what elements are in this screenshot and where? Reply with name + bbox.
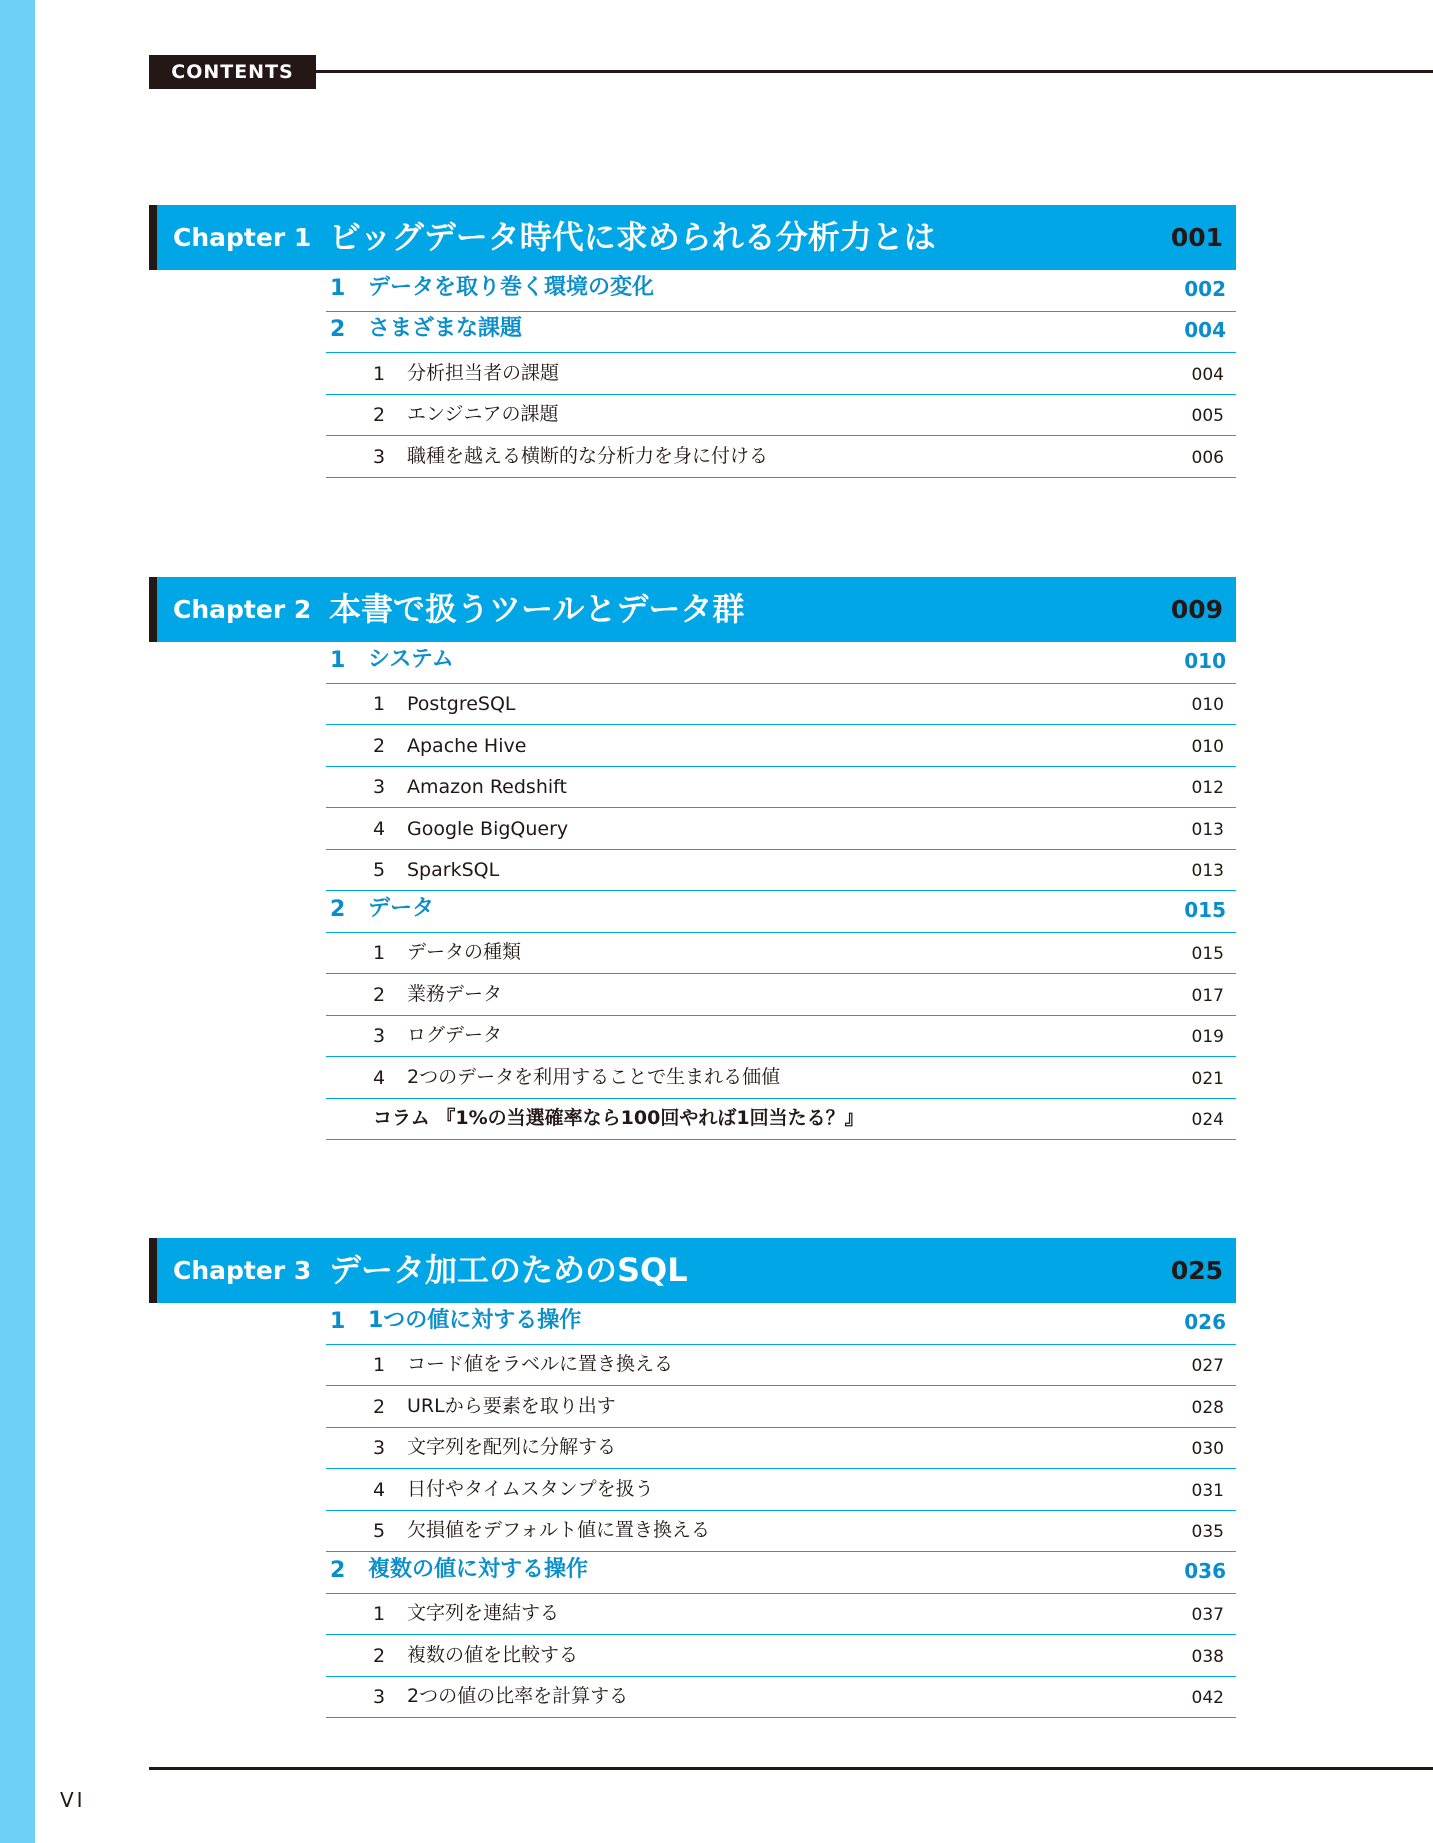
item-page: 012 — [1191, 778, 1224, 798]
section-title: 複数の値に対する操作 — [368, 1556, 589, 1582]
item-page: 042 — [1191, 1688, 1224, 1708]
item-title: Google BigQuery — [407, 817, 569, 840]
toc-item[interactable] — [326, 767, 1236, 809]
item-number: 2 — [373, 404, 386, 426]
item-page: 017 — [1191, 985, 1224, 1006]
item-title: 2つのデータを利用することで生まれる価値 — [407, 1065, 781, 1088]
toc-item[interactable] — [326, 436, 1236, 478]
item-page: 024 — [1191, 1110, 1224, 1130]
toc-item[interactable] — [326, 1594, 1236, 1636]
item-page: 019 — [1191, 1027, 1224, 1047]
item-page: 027 — [1191, 1356, 1224, 1376]
chapter-title: 本書で扱うツールとデータ群 — [329, 590, 745, 628]
toc-item[interactable] — [326, 353, 1236, 395]
item-number: 1 — [373, 1603, 386, 1625]
item-number: 2 — [373, 1644, 386, 1667]
item-number: 2 — [373, 1395, 386, 1418]
item-number: 2 — [373, 734, 386, 757]
section-title: システム — [368, 646, 454, 672]
item-title: 欠損値をデフォルト値に置き換える — [407, 1519, 711, 1541]
item-number: 1 — [373, 362, 386, 385]
item-title: 業務データ — [407, 982, 503, 1005]
item-number: 3 — [373, 445, 386, 468]
chapter-1 — [149, 205, 1236, 478]
item-number: 4 — [373, 817, 386, 840]
section-number: 2 — [330, 1557, 346, 1583]
item-page: 028 — [1191, 1397, 1224, 1418]
item-title: 複数の値を比較する — [407, 1643, 579, 1666]
section-number: 1 — [330, 647, 346, 673]
item-page: 013 — [1191, 819, 1224, 840]
chapter-2 — [149, 577, 1236, 1140]
section-page: 036 — [1184, 1558, 1226, 1583]
section-number: 2 — [330, 317, 346, 342]
item-title: 職種を越える横断的な分析力を身に付ける — [407, 444, 769, 467]
item-title: Apache Hive — [407, 734, 527, 757]
section-number: 1 — [330, 275, 346, 301]
section-title: データ — [368, 895, 435, 921]
page-folio: VI — [60, 1788, 86, 1812]
toc-item[interactable] — [326, 974, 1236, 1016]
toc-list — [326, 270, 1236, 478]
section-page: 010 — [1184, 648, 1226, 673]
chapter-page: 001 — [1170, 223, 1223, 252]
item-page: 030 — [1191, 1439, 1224, 1459]
toc-section[interactable] — [326, 1552, 1236, 1594]
toc-list — [326, 642, 1236, 1140]
section-number: 1 — [330, 1308, 346, 1334]
item-page: 021 — [1191, 1068, 1224, 1089]
toc-section[interactable] — [326, 642, 1236, 684]
item-number: 1 — [373, 942, 386, 964]
chapter-header[interactable] — [149, 577, 1236, 642]
item-title: データの種類 — [407, 941, 522, 963]
item-page: 038 — [1191, 1646, 1224, 1667]
toc-item[interactable] — [326, 1057, 1236, 1099]
item-page: 006 — [1191, 447, 1224, 468]
item-number: 3 — [373, 1025, 386, 1047]
item-number: 1 — [373, 1354, 386, 1376]
item-title: 分析担当者の課題 — [407, 361, 560, 384]
item-number: 4 — [373, 1066, 386, 1089]
section-page: 026 — [1184, 1309, 1226, 1334]
section-title: データを取り巻く環境の変化 — [368, 274, 655, 300]
header-rule — [316, 70, 1433, 73]
item-title: 文字列を配列に分解する — [407, 1436, 617, 1458]
item-page: 010 — [1191, 736, 1224, 757]
item-title: 2つの値の比率を計算する — [407, 1685, 629, 1707]
item-number: 3 — [373, 1437, 386, 1459]
section-page: 004 — [1184, 318, 1226, 342]
item-number: 4 — [373, 1478, 386, 1501]
toc-item[interactable] — [326, 1635, 1236, 1677]
toc-item[interactable] — [326, 850, 1236, 892]
toc-item[interactable] — [326, 1677, 1236, 1719]
toc-item[interactable] — [326, 1016, 1236, 1058]
toc-item[interactable] — [326, 725, 1236, 767]
item-title: PostgreSQL — [407, 693, 516, 715]
toc-item[interactable] — [326, 1386, 1236, 1428]
chapter-3 — [149, 1238, 1236, 1718]
item-title: 日付やタイムスタンプを扱う — [407, 1477, 654, 1500]
chapter-page: 025 — [1170, 1256, 1223, 1285]
chapter-label: Chapter 3 — [173, 1256, 312, 1285]
toc-item[interactable] — [326, 1469, 1236, 1511]
column-title: コラム 『1%の当選確率なら100回やれば1回当たる？』 — [373, 1107, 864, 1129]
section-title: さまざまな課題 — [368, 316, 523, 341]
item-page: 004 — [1191, 364, 1224, 385]
toc-item[interactable] — [326, 1428, 1236, 1470]
toc-list — [326, 1303, 1236, 1718]
item-title: URLから要素を取り出す — [407, 1394, 616, 1417]
toc-item[interactable] — [326, 395, 1236, 437]
toc-section[interactable] — [326, 891, 1236, 933]
item-number: 1 — [373, 693, 386, 715]
item-number: 3 — [373, 1686, 386, 1708]
toc-item[interactable] — [326, 1345, 1236, 1387]
item-page: 031 — [1191, 1480, 1224, 1501]
item-number: 3 — [373, 776, 386, 798]
item-title: 文字列を連結する — [407, 1602, 560, 1624]
chapter-header[interactable] — [149, 205, 1236, 270]
chapter-label: Chapter 1 — [173, 223, 312, 252]
toc-column-item[interactable] — [326, 1099, 1236, 1141]
side-color-bar — [0, 0, 35, 1843]
chapter-title: データ加工のためのSQL — [329, 1251, 688, 1289]
item-page: 010 — [1191, 695, 1224, 715]
item-title: ログデータ — [407, 1024, 503, 1046]
item-page: 013 — [1191, 861, 1224, 881]
item-title: Amazon Redshift — [407, 776, 567, 798]
section-page: 015 — [1184, 897, 1226, 922]
toc-item[interactable] — [326, 933, 1236, 975]
toc-item[interactable] — [326, 1511, 1236, 1553]
item-page: 035 — [1191, 1522, 1224, 1542]
section-page: 002 — [1184, 276, 1226, 301]
item-number: 5 — [373, 1520, 386, 1542]
item-number: 2 — [373, 983, 386, 1006]
item-page: 005 — [1191, 406, 1224, 426]
footer-rule — [149, 1767, 1433, 1770]
toc-item[interactable] — [326, 684, 1236, 726]
toc-section[interactable] — [326, 270, 1236, 312]
item-title: コード値をラベルに置き換える — [407, 1353, 674, 1375]
chapter-title: ビッグデータ時代に求められる分析力とは — [329, 218, 936, 256]
toc-section[interactable] — [326, 312, 1236, 354]
item-page: 037 — [1191, 1605, 1224, 1625]
chapter-label: Chapter 2 — [173, 595, 312, 624]
item-number: 5 — [373, 859, 386, 881]
section-title: 1つの値に対する操作 — [368, 1307, 582, 1333]
item-title: エンジニアの課題 — [407, 403, 559, 425]
chapter-header[interactable] — [149, 1238, 1236, 1303]
chapter-page: 009 — [1170, 595, 1223, 624]
item-page: 015 — [1191, 944, 1224, 964]
contents-label: CONTENTS — [149, 55, 316, 89]
toc-section[interactable] — [326, 1303, 1236, 1345]
toc-item[interactable] — [326, 808, 1236, 850]
item-title: SparkSQL — [407, 859, 500, 881]
section-number: 2 — [330, 896, 346, 922]
